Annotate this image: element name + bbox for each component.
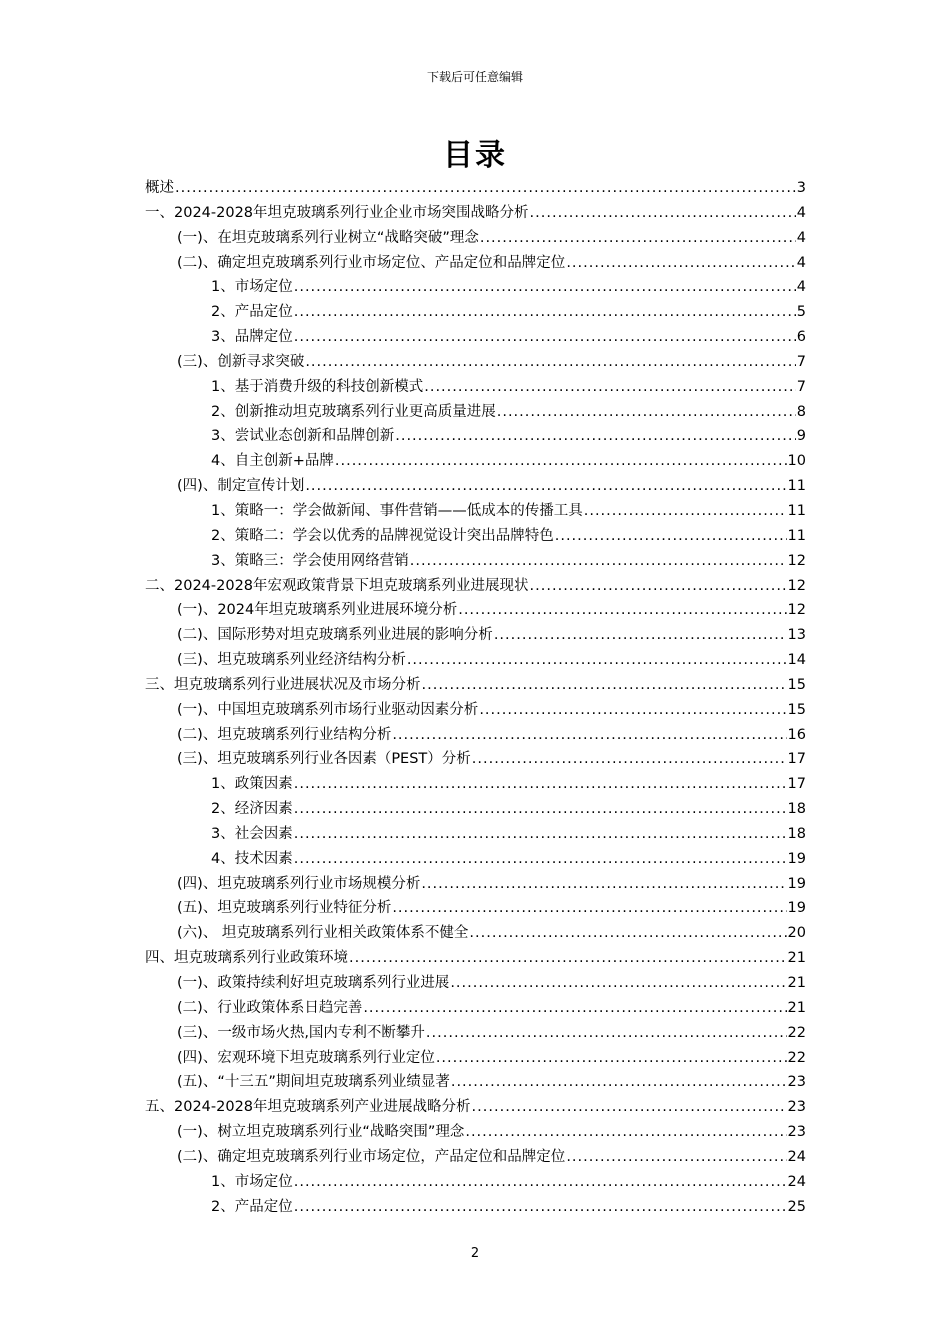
toc-entry-text: (四)、制定宣传计划 [177, 478, 305, 495]
toc-entry[interactable] [145, 201, 806, 226]
toc-dot-leader [410, 549, 787, 574]
toc-entry[interactable] [145, 847, 806, 872]
toc-entry[interactable] [145, 375, 806, 400]
toc-page-number: 21 [787, 999, 806, 1016]
toc-dot-leader [497, 400, 796, 425]
toc-page-number: 11 [787, 527, 806, 544]
toc-dot-leader [392, 896, 786, 921]
toc-entry[interactable] [145, 673, 806, 698]
toc-entry-text: 3、策略三：学会使用网络营销 [211, 552, 409, 569]
toc-entry[interactable] [145, 1046, 806, 1071]
toc-page-number: 15 [787, 676, 806, 693]
toc-dot-leader [294, 772, 787, 797]
toc-entry-text: (三)、一级市场火热,国内专利不断攀升 [177, 1024, 425, 1041]
toc-entry[interactable] [145, 524, 806, 549]
toc-entry[interactable] [145, 872, 806, 897]
toc-page-number: 13 [787, 627, 806, 644]
toc-dot-leader [422, 673, 787, 698]
toc-dot-leader [451, 1070, 787, 1095]
toc-entry[interactable] [145, 648, 806, 673]
toc-entry-text: 2、策略二：学会以优秀的品牌视觉设计突出品牌特色 [211, 527, 554, 544]
toc-page-number: 11 [787, 478, 806, 495]
toc-entry[interactable] [145, 400, 806, 425]
toc-dot-leader [421, 872, 786, 897]
toc-dot-leader [530, 201, 796, 226]
toc-entry[interactable] [145, 1120, 806, 1145]
toc-entry[interactable] [145, 1095, 806, 1120]
toc-page-number: 15 [787, 701, 806, 718]
toc-entry-text: 4、自主创新+品牌 [211, 453, 334, 470]
toc-entry[interactable] [145, 226, 806, 251]
toc-page-number: 23 [787, 1124, 806, 1141]
toc-page-number: 24 [787, 1148, 806, 1165]
toc-entry[interactable] [145, 772, 806, 797]
toc-page-number: 4 [796, 204, 806, 221]
toc-dot-leader [175, 176, 796, 201]
toc-dot-leader [349, 946, 787, 971]
toc-entry-text: (四)、坦克玻璃系列行业市场规模分析 [177, 875, 421, 892]
toc-entry[interactable] [145, 623, 806, 648]
toc-entry-text: (一)、中国坦克玻璃系列市场行业驱动因素分析 [177, 701, 479, 718]
toc-entry-text: 2、产品定位 [211, 304, 293, 321]
toc-entry-text: (六)、 坦克玻璃系列行业相关政策体系不健全 [177, 925, 469, 942]
toc-page-number: 7 [796, 378, 806, 395]
toc-entry-text: (三)、创新寻求突破 [177, 353, 305, 370]
toc-dot-leader [479, 698, 786, 723]
toc-entry[interactable] [145, 1145, 806, 1170]
toc-entry-text: (一)、2024年坦克玻璃系列业进展环境分析 [177, 602, 458, 619]
toc-page-number: 14 [787, 652, 806, 669]
toc-page-number: 19 [787, 875, 806, 892]
toc-entry-text: 1、市场定位 [211, 279, 293, 296]
toc-entry-text: (五)、“十三五”期间坦克玻璃系列业绩显著 [177, 1074, 450, 1091]
toc-dot-leader [566, 251, 795, 276]
toc-page-number: 12 [787, 552, 806, 569]
toc-page-number: 17 [787, 776, 806, 793]
toc-dot-leader [305, 474, 786, 499]
toc-dot-leader [465, 1120, 786, 1145]
toc-dot-leader [363, 996, 786, 1021]
toc-page-number: 18 [787, 801, 806, 818]
toc-dot-leader [555, 524, 787, 549]
toc-entry[interactable] [145, 300, 806, 325]
toc-entry-text: 四、坦克玻璃系列行业政策环境 [145, 950, 348, 967]
toc-dot-leader [294, 847, 787, 872]
toc-entry[interactable] [145, 449, 806, 474]
page-number: 2 [470, 1246, 480, 1261]
toc-entry[interactable] [145, 946, 806, 971]
toc-entry-text: (二)、坦克玻璃系列行业结构分析 [177, 726, 392, 743]
toc-page-number: 21 [787, 975, 806, 991]
toc-page-number: 23 [787, 1099, 806, 1116]
toc-entry-text: (二)、确定坦克玻璃系列行业市场定位，产品定位和品牌定位 [177, 1148, 566, 1165]
toc-entry[interactable] [145, 921, 806, 946]
toc-dot-leader [392, 723, 786, 748]
toc-dot-leader [424, 375, 796, 400]
toc-dot-leader [530, 574, 787, 599]
toc-entry-text: (三)、坦克玻璃系列业经济结构分析 [177, 652, 406, 669]
toc-dot-leader [426, 1021, 787, 1046]
toc-entry-text: (四)、宏观环境下坦克玻璃系列行业定位 [177, 1049, 435, 1066]
toc-dot-leader [294, 797, 787, 822]
toc-entry-text: 3、尝试业态创新和品牌创新 [211, 428, 395, 445]
table-of-contents [145, 176, 806, 1219]
toc-entry-text: (二)、确定坦克玻璃系列行业市场定位、产品定位和品牌定位 [177, 254, 566, 271]
toc-dot-leader [469, 921, 786, 946]
toc-entry-text: 3、品牌定位 [211, 329, 293, 346]
toc-page-number: 5 [796, 304, 806, 321]
toc-page-number: 25 [787, 1198, 806, 1215]
toc-entry[interactable] [145, 1195, 806, 1220]
toc-page-number: 22 [787, 1024, 806, 1041]
toc-page-number: 24 [787, 1173, 806, 1190]
toc-dot-leader [472, 1095, 787, 1120]
toc-entry[interactable] [145, 723, 806, 748]
page-header: 下载后可任意编辑 [426, 70, 523, 84]
toc-entry[interactable] [145, 275, 806, 300]
toc-title: 目录 [443, 138, 507, 173]
toc-entry-text: 二、2024-2028年宏观政策背景下坦克玻璃系列业进展现状 [145, 577, 529, 594]
toc-entry[interactable] [145, 325, 806, 350]
toc-entry[interactable] [145, 350, 806, 375]
toc-page-number: 4 [796, 254, 806, 271]
toc-page-number: 3 [796, 180, 806, 196]
toc-entry[interactable] [145, 996, 806, 1021]
toc-entry-text: 1、政策因素 [211, 776, 293, 793]
toc-page-number: 6 [796, 329, 806, 346]
toc-entry-text: (二)、行业政策体系日趋完善 [177, 999, 363, 1016]
toc-page-number: 18 [787, 825, 806, 842]
toc-entry-text: 3、社会因素 [211, 825, 293, 842]
toc-entry-text: 1、基于消费升级的科技创新模式 [211, 378, 424, 395]
toc-page-number: 19 [787, 850, 806, 867]
toc-entry-text: 2、创新推动坦克玻璃系列行业更高质量进展 [211, 403, 496, 420]
toc-entry-text: (一)、政策持续利好坦克玻璃系列行业进展 [177, 975, 450, 991]
toc-dot-leader [305, 350, 795, 375]
toc-dot-leader [407, 648, 787, 673]
toc-entry[interactable] [145, 797, 806, 822]
toc-entry-text: 4、技术因素 [211, 850, 293, 867]
toc-entry-text: (一)、在坦克玻璃系列行业树立“战略突破”理念 [177, 229, 479, 246]
toc-entry[interactable] [145, 1170, 806, 1195]
toc-entry[interactable] [145, 1070, 806, 1095]
toc-entry-text: 五、2024-2028年坦克玻璃系列产业进展战略分析 [145, 1099, 471, 1116]
toc-dot-leader [584, 499, 787, 524]
toc-page-number: 10 [787, 453, 806, 470]
toc-dot-leader [294, 275, 796, 300]
toc-entry-text: 一、2024-2028年坦克玻璃系列行业企业市场突围战略分析 [145, 204, 529, 221]
toc-dot-leader [458, 598, 786, 623]
toc-entry-text: 1、市场定位 [211, 1173, 293, 1190]
toc-dot-leader [294, 1170, 787, 1195]
toc-page-number: 23 [787, 1074, 806, 1091]
toc-entry[interactable] [145, 747, 806, 772]
toc-entry-text: (一)、树立坦克玻璃系列行业“战略突围”理念 [177, 1124, 465, 1141]
toc-dot-leader [335, 449, 787, 474]
toc-dot-leader [472, 747, 787, 772]
toc-dot-leader [480, 226, 796, 251]
toc-dot-leader [294, 822, 787, 847]
toc-page-number: 21 [787, 950, 806, 967]
toc-entry-text: (三)、坦克玻璃系列行业各因素（PEST）分析 [177, 751, 471, 768]
toc-entry[interactable] [145, 176, 806, 201]
toc-page-number: 11 [787, 502, 806, 519]
toc-page-number: 12 [787, 602, 806, 619]
toc-dot-leader [566, 1145, 786, 1170]
toc-entry-text: (五)、坦克玻璃系列行业特征分析 [177, 900, 392, 917]
toc-entry[interactable] [145, 896, 806, 921]
toc-page-number: 19 [787, 900, 806, 917]
toc-page-number: 9 [796, 428, 806, 445]
toc-entry[interactable] [145, 424, 806, 449]
toc-page-number: 20 [787, 925, 806, 942]
toc-entry[interactable] [145, 1021, 806, 1046]
toc-entry-text: 2、产品定位 [211, 1198, 293, 1215]
toc-page-number: 4 [796, 279, 806, 296]
toc-page-number: 22 [787, 1049, 806, 1066]
toc-entry[interactable] [145, 698, 806, 723]
toc-page-number: 12 [787, 577, 806, 594]
toc-entry-text: 三、坦克玻璃系列行业进展状况及市场分析 [145, 676, 421, 693]
toc-entry[interactable] [145, 598, 806, 623]
toc-dot-leader [294, 325, 796, 350]
toc-entry-text: (二)、国际形势对坦克玻璃系列业进展的影响分析 [177, 627, 493, 644]
toc-dot-leader [294, 1195, 787, 1220]
toc-page-number: 17 [787, 751, 806, 768]
toc-entry-text: 1、策略一：学会做新闻、事件营销——低成本的传播工具 [211, 502, 583, 519]
toc-page-number: 4 [796, 229, 806, 246]
toc-entry[interactable] [145, 822, 806, 847]
toc-dot-leader [436, 1046, 787, 1071]
toc-page-number: 16 [787, 726, 806, 743]
toc-entry[interactable] [145, 574, 806, 599]
toc-page-number: 8 [796, 403, 806, 420]
toc-entry[interactable] [145, 499, 806, 524]
toc-entry[interactable] [145, 474, 806, 499]
toc-page-number: 7 [796, 353, 806, 370]
toc-entry[interactable] [145, 549, 806, 574]
toc-entry[interactable] [145, 971, 806, 996]
toc-entry-text: 概述 [145, 180, 174, 196]
toc-dot-leader [395, 424, 796, 449]
toc-entry[interactable] [145, 251, 806, 276]
toc-dot-leader [494, 623, 787, 648]
toc-dot-leader [450, 971, 786, 996]
toc-dot-leader [294, 300, 796, 325]
toc-entry-text: 2、经济因素 [211, 801, 293, 818]
